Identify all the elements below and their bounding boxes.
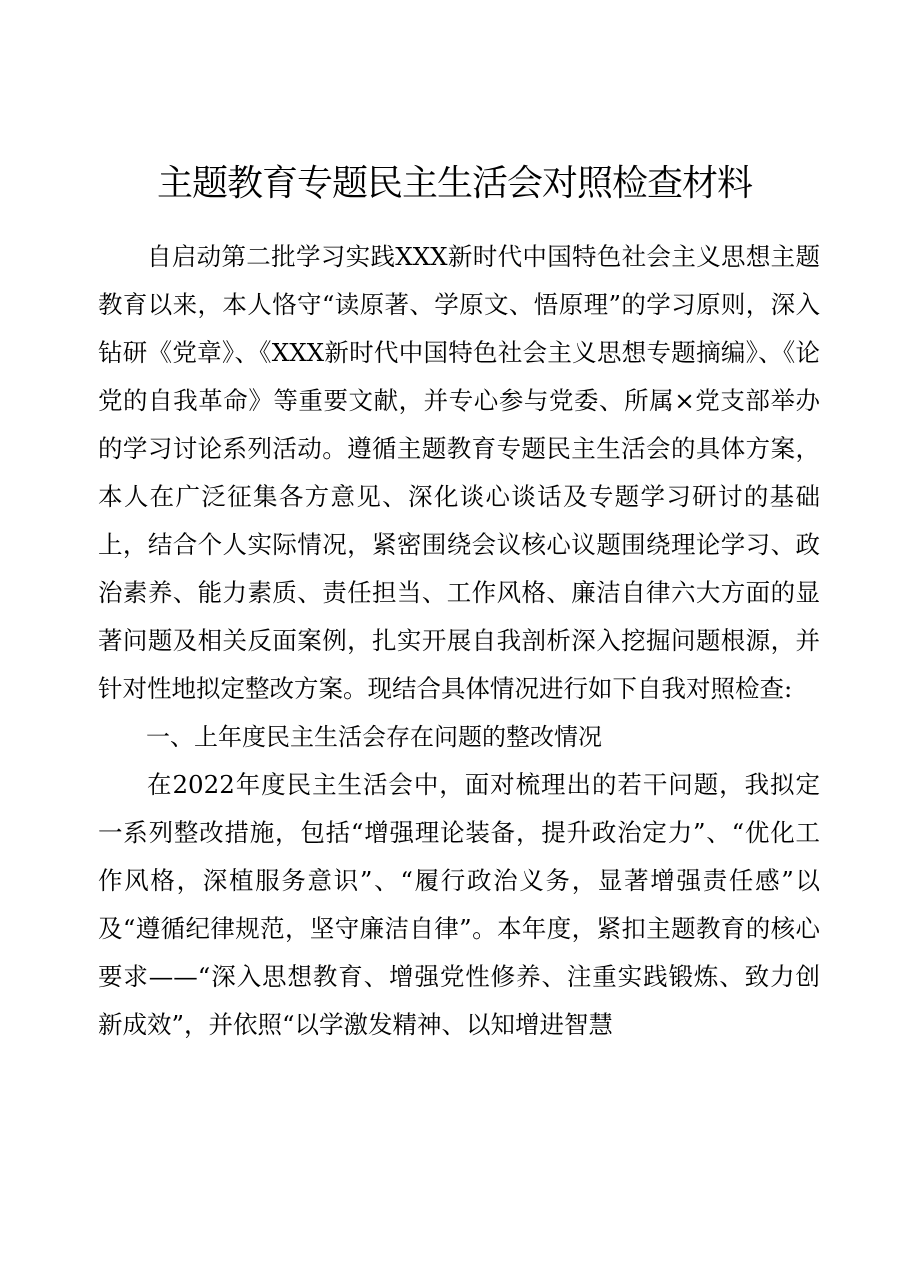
intro-paragraph: 自启动第二批学习实践XXX新时代中国特色社会主义思想主题教育以来，本人恪守“读原著、学原文、悟原理”的学习原则，深入钻研《党章》、《XXX新时代中国特色社会主义思想专题摘编》、《论党的自我革命》等重要文献，并专心参与党委、所属×党支部举办的学习讨论系列活动。遵循主题教育专题民主生活会的具体方案，本人在广泛征集各方意见、深化谈心谈话及专题学习研讨的基础上，结合个人实际情况，紧密围绕会议核心议题围绕理论学习、政治素养、能力素质、责任担当、工作风格、廉洁自律六大方面的显著问题及相关反面案例，扎实开展自我剖析深入挖掘问题根源，并针对性地拟定整改方案。现结合具体情况进行如下自我对照检查: xyxy=(98,242,820,703)
document-body xyxy=(98,233,820,1049)
document-title: 主题教育专题民主生活会对照检查材料 xyxy=(156,163,752,204)
section-heading: 一、上年度民主生活会存在问题的整改情况 xyxy=(146,723,602,751)
section-paragraph: 在2022年度民主生活会中，面对梳理出的若干问题，我拟定一系列整改措施，包括“增强理论装备，提升政治定力”、“优化工作风格，深植服务意识”、“履行政治义务，显著增强责任感”以及“遵循纪律规范，坚守廉洁自律”。本年度，紧扣主题教育的核心要求——“深入思想教育、增强党性修养、注重实践锻炼、致力创新成效”，并依照“以学激发精神、以知增进智慧 xyxy=(98,770,820,1039)
